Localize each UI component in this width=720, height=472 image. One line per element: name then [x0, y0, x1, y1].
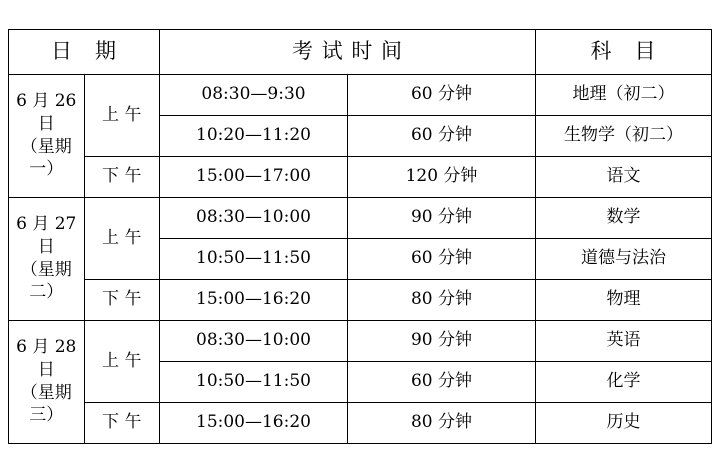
subject-cell: 地理（初二） [536, 74, 712, 115]
date-line-2: （星期三） [20, 382, 72, 426]
period-cell: 下 午 [84, 279, 160, 320]
table-row [9, 320, 712, 361]
duration-cell: 60 分钟 [348, 361, 536, 402]
header-row [9, 29, 712, 74]
column-header-time: 考 试 时 间 [160, 29, 536, 74]
time-cell: 10:50—11:50 [160, 361, 348, 402]
duration-cell: 60 分钟 [348, 74, 536, 115]
date-line-2: （星期一） [20, 136, 72, 180]
table-row [9, 197, 712, 238]
duration-cell: 120 分钟 [348, 156, 536, 197]
table-row [9, 74, 712, 115]
table-row [9, 402, 712, 443]
subject-cell: 数学 [536, 197, 712, 238]
date-line-1: 6 月 28 日 [16, 336, 77, 380]
date-line-1: 6 月 27 日 [16, 213, 77, 257]
subject-cell: 生物学（初二） [536, 115, 712, 156]
duration-cell: 90 分钟 [348, 197, 536, 238]
subject-cell: 历史 [536, 402, 712, 443]
date-line-1: 6 月 26 日 [16, 90, 77, 134]
time-cell: 15:00—17:00 [160, 156, 348, 197]
table-header [9, 29, 712, 74]
time-cell: 15:00—16:20 [160, 402, 348, 443]
time-cell: 10:20—11:20 [160, 115, 348, 156]
period-cell: 上 午 [84, 197, 160, 279]
table-row [9, 279, 712, 320]
column-header-date: 日 期 [9, 29, 160, 74]
table-row [9, 156, 712, 197]
duration-cell: 60 分钟 [348, 238, 536, 279]
time-cell: 08:30—9:30 [160, 74, 348, 115]
date-cell [9, 197, 85, 320]
subject-cell: 化学 [536, 361, 712, 402]
subject-cell: 英语 [536, 320, 712, 361]
column-header-subject: 科 目 [536, 29, 712, 74]
period-cell: 上 午 [84, 320, 160, 402]
subject-cell: 道德与法治 [536, 238, 712, 279]
duration-cell: 90 分钟 [348, 320, 536, 361]
time-cell: 08:30—10:00 [160, 320, 348, 361]
period-cell: 上 午 [84, 74, 160, 156]
date-cell [9, 320, 85, 443]
exam-schedule-table [8, 29, 712, 444]
time-cell: 15:00—16:20 [160, 279, 348, 320]
subject-cell: 语文 [536, 156, 712, 197]
subject-cell: 物理 [536, 279, 712, 320]
duration-cell: 80 分钟 [348, 279, 536, 320]
period-cell: 下 午 [84, 156, 160, 197]
table-body [9, 74, 712, 443]
time-cell: 10:50—11:50 [160, 238, 348, 279]
time-cell: 08:30—10:00 [160, 197, 348, 238]
duration-cell: 60 分钟 [348, 115, 536, 156]
date-cell [9, 74, 85, 197]
date-line-2: （星期二） [20, 259, 72, 303]
period-cell: 下 午 [84, 402, 160, 443]
duration-cell: 80 分钟 [348, 402, 536, 443]
